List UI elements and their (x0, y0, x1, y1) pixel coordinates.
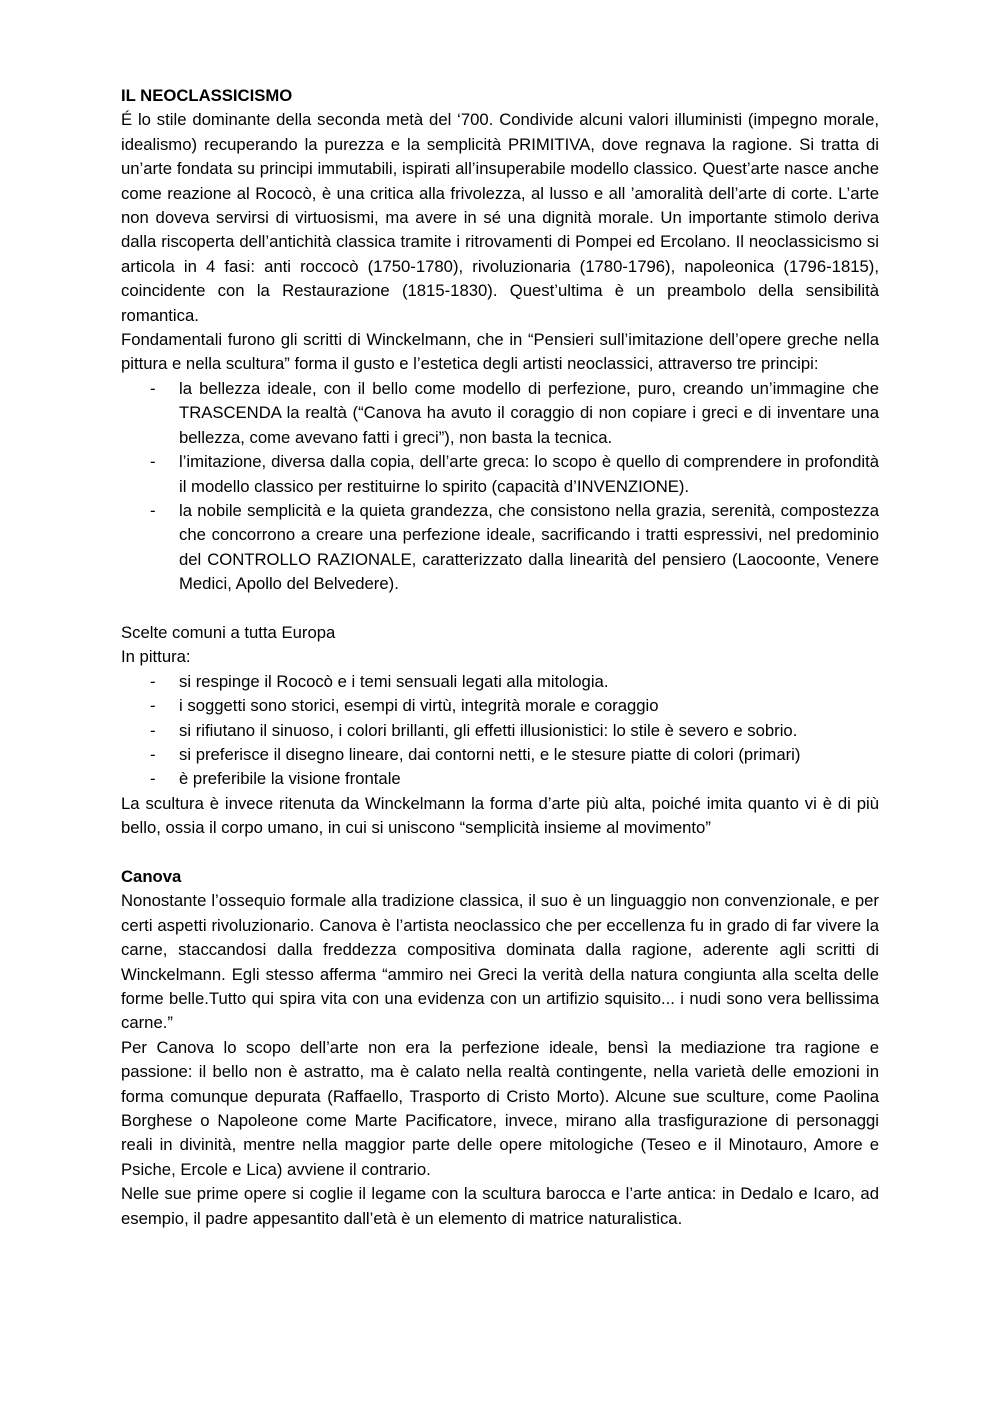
paragraph-intro: É lo stile dominante della seconda metà del ‘700. Condivide alcuni valori illuministi (impegno morale, idealismo) recuperando la purezza e la semplicità PRIMITIVA, dove regnava la ragione. Si tratta di un’arte fondata su principi immutabili, ispirati all’insuperabile modello classico. Quest’arte nasce anche come reazione al Rococò, è una critica alla frivolezza, al lusso e all ’amoralità dell’arte di corte. L’arte non doveva servirsi di virtuosismi, ma avere in sé una dignità morale. Un importante stimolo deriva dalla riscoperta dell’antichità classica tramite i ritrovamenti di Pompei ed Ercolano. Il neoclassicismo si articola in 4 fasi: anti roccocò (1750-1780), rivoluzionaria (1780-1796), napoleonica (1796-1815), coincidente con la Restaurazione (1815-1830). Quest’ultima è un preambolo della sensibilità romantica. (121, 110, 879, 325)
list-item-text: l’imitazione, diversa dalla copia, dell’arte greca: lo scopo è quello di comprendere in profondità il modello classico per restituirne lo spirito (capacità d’INVENZIONE). (179, 452, 879, 496)
list-item (121, 499, 879, 597)
list-item-text: si respinge il Rococò e i temi sensuali legati alla mitologia. (179, 671, 609, 691)
section-title-canova: Canova (121, 866, 182, 886)
blank-line (121, 841, 879, 865)
list-item (121, 450, 879, 499)
dash-bullet: - (150, 720, 156, 740)
dash-bullet: - (150, 744, 156, 764)
list-item-text: i soggetti sono storici, esempi di virtù, integrità morale e coraggio (179, 696, 659, 716)
section-title-neoclassicismo: IL NEOCLASSICISMO (121, 86, 293, 105)
list-item (121, 719, 879, 743)
list-item (121, 767, 879, 791)
dash-bullet: - (150, 500, 156, 520)
list-item-text: la bellezza ideale, con il bello come modello di perfezione, puro, creando un’immagine che TRASCENDA la realtà (“Canova ha avuto il coraggio di non copiare i greci e di inventare una bellezza, come avevano fatti i greci”), non basta la tecnica. (179, 378, 879, 447)
painting-list (121, 670, 879, 792)
paragraph-scultura: La scultura è invece ritenuta da Winckelmann la forma d’arte più alta, poiché imita quanto vi è di più bello, ossia il corpo umano, in cui si uniscono “semplicità insieme al movimento” (121, 793, 879, 838)
blank-line (121, 597, 879, 621)
paragraph-canova-3: Nelle sue prime opere si coglie il legame con la scultura barocca e l’arte antica: in Dedalo e Icaro, ad esempio, il padre appesantito dall’età è un elemento di matrice naturalistica. (121, 1184, 879, 1228)
principles-list (121, 377, 879, 597)
section-heading-europa: Scelte comuni a tutta Europa (121, 622, 336, 642)
dash-bullet: - (150, 769, 156, 789)
list-item-text: la nobile semplicità e la quieta grandezza, che consistono nella grazia, serenità, compostezza che concorrono a creare una perfezione ideale, sacrificando i tratti espressivi, nel predominio del CONTROLLO RAZIONALE, caratterizzato dalla linearità del pensiero (Laocoonte, Venere Medici, Apollo del Belvedere). (179, 500, 879, 594)
list-item (121, 743, 879, 767)
subheading-pittura: In pittura: (121, 647, 191, 667)
list-item (121, 694, 879, 718)
dash-bullet: - (150, 696, 156, 716)
list-item-text: è preferibile la visione frontale (179, 769, 401, 789)
dash-bullet: - (150, 671, 156, 691)
list-item (121, 670, 879, 694)
list-item-text: si preferisce il disegno lineare, dai contorni netti, e le stesure piatte di colori (primari) (179, 744, 801, 764)
dash-bullet: - (150, 452, 156, 472)
dash-bullet: - (150, 378, 156, 398)
paragraph-winckelmann: Fondamentali furono gli scritti di Winckelmann, che in “Pensieri sull’imitazione dell’opere greche nella pittura e nella scultura” forma il gusto e l’estetica degli artisti neoclassici, attraverso tre principi: (121, 330, 879, 374)
list-item (121, 377, 879, 450)
list-item-text: si rifiutano il sinuoso, i colori brillanti, gli effetti illusionistici: lo stile è severo e sobrio. (179, 720, 798, 740)
paragraph-canova-1: Nonostante l’ossequio formale alla tradizione classica, il suo è un linguaggio non convenzionale, e per certi aspetti rivoluzionario. Canova è l’artista neoclassico che per eccellenza fu in grado di far vivere la carne, staccandosi dalla freddezza compositiva dominata dalla ragione, aderente agli scritti di Winckelmann. Egli stesso afferma “ammiro nei Greci la verità della natura congiunta alla scelta delle forme belle.Tutto qui spira vita con una evidenza con un artifizio squisito... i nudi sono vera bellissima carne.” (121, 891, 879, 1033)
paragraph-canova-2: Per Canova lo scopo dell’arte non era la perfezione ideale, bensì la mediazione tra ragione e passione: il bello non è astratto, ma è calato nella realtà contingente, nella varietà delle emozioni in forma comunque depurata (Raffaello, Trasporto di Cristo Morto). Alcune sue sculture, come Paolina Borghese o Napoleone come Marte Pacificatore, invece, mirano alla trasfigurazione di personaggi reali in divinità, mentre nella maggior parte delle opere mitologiche (Teseo e il Minotauro, Amore e Psiche, Ercole e Lica) avviene il contrario. (121, 1037, 879, 1179)
